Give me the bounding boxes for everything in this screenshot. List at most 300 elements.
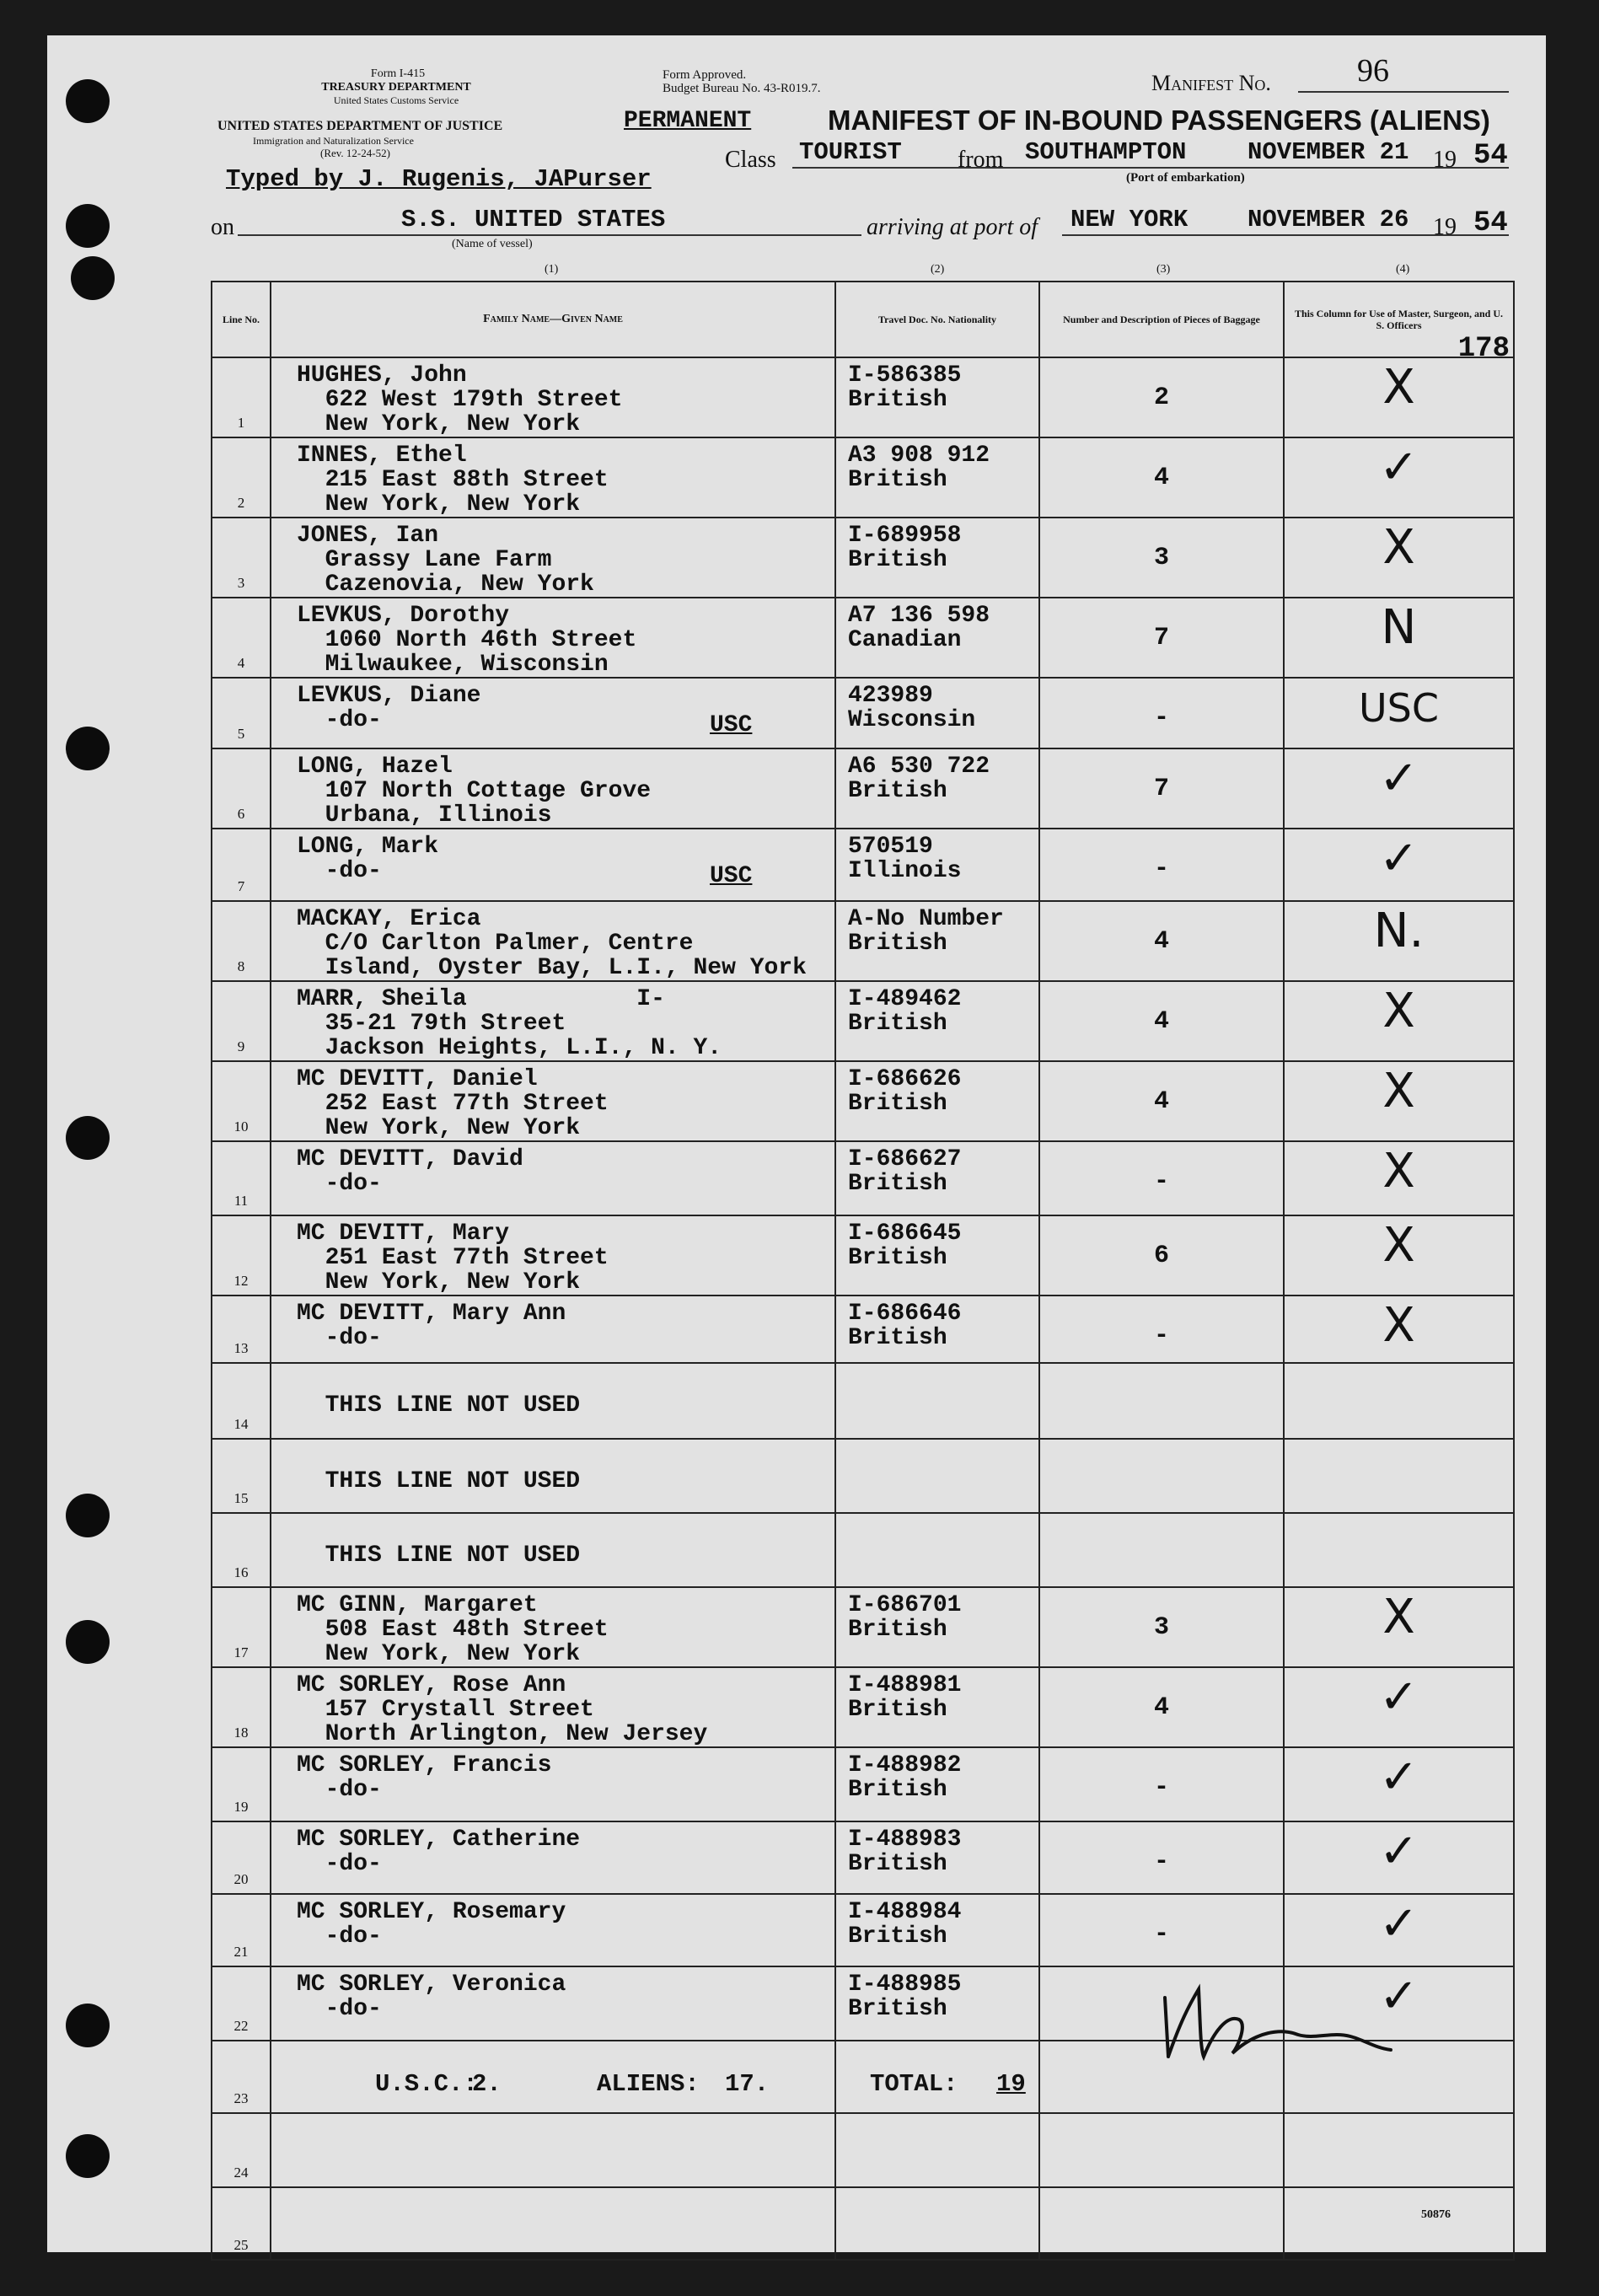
baggage-count: - xyxy=(1153,855,1169,883)
revision-date: (Rev. 12-24-52) xyxy=(320,147,390,159)
travel-doc-nationality: I-489462 British xyxy=(848,986,962,1037)
vessel-underline xyxy=(238,234,861,236)
line-number: 3 xyxy=(237,575,245,591)
name-address-cell xyxy=(271,2187,835,2260)
name-address-cell xyxy=(271,598,835,678)
officer-mark: X xyxy=(1382,984,1415,1038)
officer-mark-cell xyxy=(1284,901,1514,981)
table-row xyxy=(212,357,1514,437)
baggage-count: - xyxy=(1153,1773,1169,1802)
baggage-count: 3 xyxy=(1153,1613,1169,1642)
travel-doc-nationality: I-488984 British xyxy=(848,1899,962,1950)
travel-doc-cell xyxy=(835,518,1039,598)
punch-hole xyxy=(66,2134,110,2178)
officer-mark-cell xyxy=(1284,2113,1514,2187)
arrival-year: 54 xyxy=(1473,207,1508,239)
name-address-cell xyxy=(271,1215,835,1296)
baggage-cell xyxy=(1039,1747,1284,1821)
travel-doc-cell xyxy=(835,1363,1039,1439)
line-number: 17 xyxy=(233,1644,249,1660)
line-number: 20 xyxy=(233,1871,249,1887)
name-address-cell xyxy=(271,2113,835,2187)
passenger-name-address: THIS LINE NOT USED xyxy=(325,1392,581,1419)
line-number-cell xyxy=(212,981,271,1061)
travel-doc-nationality: A3 908 912 British xyxy=(848,443,990,493)
officer-mark: ✓ xyxy=(1379,831,1419,886)
line-number-cell xyxy=(212,1966,271,2041)
name-address-cell xyxy=(271,829,835,901)
baggage-count: 4 xyxy=(1153,1087,1169,1116)
travel-doc-cell xyxy=(835,1821,1039,1894)
table-row xyxy=(212,748,1514,829)
baggage-count: - xyxy=(1153,1322,1169,1350)
name-address-cell xyxy=(271,678,835,748)
departure-year: 54 xyxy=(1473,140,1508,172)
line-number-cell xyxy=(212,2187,271,2260)
name-address-cell xyxy=(271,981,835,1061)
officer-mark: X xyxy=(1382,360,1415,415)
line-number: 9 xyxy=(237,1038,245,1054)
table-row xyxy=(212,1747,1514,1821)
travel-doc-nationality xyxy=(836,2041,1038,2047)
travel-doc-cell xyxy=(835,1667,1039,1747)
officer-mark: ✓ xyxy=(1379,440,1419,495)
table-header-row xyxy=(212,282,1514,357)
embarkation-port: SOUTHAMPTON xyxy=(1025,138,1187,166)
travel-doc-cell xyxy=(835,1215,1039,1296)
travel-doc-cell xyxy=(835,1587,1039,1667)
line-number: 22 xyxy=(233,2018,249,2034)
line-number-cell xyxy=(212,678,271,748)
baggage-cell xyxy=(1039,1141,1284,1215)
table-row xyxy=(212,1513,1514,1587)
line-number-cell xyxy=(212,1587,271,1667)
passenger-name-address: MC SORLEY, Rosemary -do- xyxy=(297,1899,566,1950)
passenger-name-address: INNES, Ethel 215 East 88th Street New York, New York xyxy=(297,443,609,518)
officers-label: This Column for Use of Master, Surgeon, and U. S. Officers xyxy=(1294,308,1504,331)
punch-hole xyxy=(71,256,115,300)
table-row xyxy=(212,981,1514,1061)
travel-doc-cell xyxy=(835,748,1039,829)
baggage-count: 7 xyxy=(1153,775,1169,803)
usc-marker: USC xyxy=(710,712,753,738)
travel-doc-nationality: A7 136 598 Canadian xyxy=(848,603,990,653)
year-prefix-2: 19 xyxy=(1433,214,1457,240)
name-address-cell xyxy=(271,1966,835,2041)
baggage-count: 3 xyxy=(1153,544,1169,572)
from-label: from xyxy=(958,147,1004,173)
travel-doc-cell xyxy=(835,2187,1039,2260)
travel-doc-cell xyxy=(835,829,1039,901)
col-num-1: (1) xyxy=(545,263,559,276)
name-address-cell xyxy=(271,518,835,598)
passenger-name-address: LEVKUS, Diane -do- xyxy=(297,683,481,733)
vessel-name: S.S. UNITED STATES xyxy=(401,206,666,233)
baggage-cell xyxy=(1039,437,1284,518)
baggage-count: 4 xyxy=(1153,1693,1169,1722)
treasury-dept: TREASURY DEPARTMENT xyxy=(321,81,471,94)
table-row xyxy=(212,437,1514,518)
passenger-table xyxy=(211,281,1515,2261)
manifest-number: 96 xyxy=(1357,53,1389,89)
officer-mark-cell xyxy=(1284,1141,1514,1215)
line-number: 12 xyxy=(233,1273,249,1289)
class-value: TOURIST xyxy=(799,138,902,166)
travel-doc-cell xyxy=(835,598,1039,678)
travel-doc-nationality: I-686645 British xyxy=(848,1220,962,1271)
line-number-cell xyxy=(212,1296,271,1363)
baggage-cell xyxy=(1039,981,1284,1061)
class-underline xyxy=(792,167,1509,169)
officer-mark-cell xyxy=(1284,1215,1514,1296)
line-number-cell xyxy=(212,1215,271,1296)
baggage-count: 7 xyxy=(1153,624,1169,652)
travel-doc-nationality: I-488982 British xyxy=(848,1752,962,1803)
passenger-name-address: MARR, Sheila I- 35-21 79th Street Jackson Heights, L.I., N. Y. xyxy=(297,986,722,1061)
grand-total-value: 19 xyxy=(996,2070,1026,2098)
name-address-cell xyxy=(271,437,835,518)
name-address-cell xyxy=(271,901,835,981)
travel-doc-cell xyxy=(835,2113,1039,2187)
line-number-cell xyxy=(212,357,271,437)
travel-doc-cell xyxy=(835,1513,1039,1587)
punch-hole xyxy=(66,2004,110,2047)
table-row xyxy=(212,2113,1514,2187)
table-row xyxy=(212,1296,1514,1363)
baggage-cell xyxy=(1039,901,1284,981)
baggage-cell xyxy=(1039,1667,1284,1747)
officer-mark-cell xyxy=(1284,1439,1514,1513)
name-address-cell xyxy=(271,1747,835,1821)
travel-doc-nationality: I-686627 British xyxy=(848,1146,962,1197)
name-address-cell xyxy=(271,1821,835,1894)
passenger-name-address: MACKAY, Erica C/O Carlton Palmer, Centre Island, Oyster Bay, L.I., New York xyxy=(297,906,807,981)
baggage-cell xyxy=(1039,1587,1284,1667)
travel-doc-cell xyxy=(835,981,1039,1061)
officer-mark-cell xyxy=(1284,518,1514,598)
footer-code: 50876 xyxy=(1421,2208,1451,2221)
punch-hole xyxy=(66,79,110,123)
line-number-cell xyxy=(212,1821,271,1894)
name-address-cell xyxy=(271,1439,835,1513)
officer-mark-cell xyxy=(1284,1296,1514,1363)
punch-hole xyxy=(66,727,110,770)
line-number: 1 xyxy=(237,415,245,431)
passenger-name-address: LONG, Mark -do- xyxy=(297,834,439,884)
punch-hole xyxy=(66,204,110,248)
travel-doc-nationality: I-686626 British xyxy=(848,1066,962,1117)
col-header-officers xyxy=(1284,282,1514,365)
baggage-cell xyxy=(1039,357,1284,437)
travel-doc-nationality xyxy=(836,1440,1038,1445)
line-number-cell xyxy=(212,1894,271,1966)
baggage-cell xyxy=(1039,748,1284,829)
travel-doc-cell xyxy=(835,357,1039,437)
baggage-cell xyxy=(1039,2187,1284,2260)
officer-mark-cell xyxy=(1284,2187,1514,2260)
table-row xyxy=(212,678,1514,748)
line-number-cell xyxy=(212,1363,271,1439)
table-row xyxy=(212,598,1514,678)
travel-doc-nationality: I-586385 British xyxy=(848,362,962,413)
baggage-count: - xyxy=(1153,1920,1169,1949)
officer-mark-cell xyxy=(1284,1363,1514,1439)
baggage-count: - xyxy=(1153,1848,1169,1876)
line-number-cell xyxy=(212,1667,271,1747)
officer-mark: X xyxy=(1382,1064,1415,1118)
permanent-label: PERMANENT xyxy=(624,108,752,134)
officer-mark-cell xyxy=(1284,598,1514,678)
baggage-cell xyxy=(1039,1061,1284,1141)
passenger-name-address: MC SORLEY, Veronica -do- xyxy=(297,1971,566,2022)
officer-mark: X xyxy=(1382,1144,1415,1199)
line-number: 13 xyxy=(233,1340,249,1356)
line-number-cell xyxy=(212,437,271,518)
officer-mark: USC xyxy=(1359,685,1439,731)
line-number: 7 xyxy=(237,878,245,894)
passenger-name-address: MC DEVITT, Daniel 252 East 77th Street New York, New York xyxy=(297,1066,609,1141)
officer-mark-cell xyxy=(1284,748,1514,829)
baggage-count: - xyxy=(1153,704,1169,732)
line-number-cell xyxy=(212,748,271,829)
table-row xyxy=(212,1821,1514,1894)
usc-marker: USC xyxy=(710,863,753,889)
line-number: 11 xyxy=(233,1193,249,1209)
officer-mark-cell xyxy=(1284,981,1514,1061)
passenger-name-address: THIS LINE NOT USED xyxy=(325,1542,581,1569)
baggage-count: - xyxy=(1153,1167,1169,1196)
travel-doc-cell xyxy=(835,678,1039,748)
vessel-note: (Name of vessel) xyxy=(452,238,533,250)
passenger-name-address xyxy=(271,2114,834,2119)
line-number: 25 xyxy=(233,2237,249,2253)
table-row xyxy=(212,901,1514,981)
officer-mark-cell xyxy=(1284,1821,1514,1894)
baggage-count: 6 xyxy=(1153,1242,1169,1270)
col-header-doc: Travel Doc. No. Nationality xyxy=(835,282,1039,357)
baggage-count: 2 xyxy=(1153,384,1169,412)
passenger-name-address: LEVKUS, Dorothy 1060 North 46th Street Milwaukee, Wisconsin xyxy=(297,603,637,678)
officer-mark-cell xyxy=(1284,1587,1514,1667)
travel-doc-nationality: I-689958 British xyxy=(848,523,962,573)
line-number: 10 xyxy=(233,1118,249,1135)
officer-mark-cell xyxy=(1284,1061,1514,1141)
travel-doc-nationality: I-686646 British xyxy=(848,1301,962,1351)
baggage-cell xyxy=(1039,1439,1284,1513)
travel-doc-nationality xyxy=(836,2114,1038,2119)
line-number: 18 xyxy=(233,1725,249,1741)
officer-mark: ✓ xyxy=(1379,1824,1419,1879)
officer-mark: ✓ xyxy=(1379,1750,1419,1805)
line-number-cell xyxy=(212,829,271,901)
officer-mark: X xyxy=(1382,1590,1415,1644)
line-number-cell xyxy=(212,598,271,678)
table-row xyxy=(212,1894,1514,1966)
table-row xyxy=(212,1215,1514,1296)
passenger-name-address: MC GINN, Margaret 508 East 48th Street New York, New York xyxy=(297,1592,609,1667)
aliens-total-label: ALIENS: xyxy=(597,2070,700,2098)
travel-doc-nationality: I-488981 British xyxy=(848,1672,962,1723)
baggage-count xyxy=(1040,1440,1283,1465)
passenger-name-address xyxy=(271,2041,834,2047)
manifest-label: Manifest No. xyxy=(1151,71,1271,95)
baggage-count: 4 xyxy=(1153,464,1169,492)
line-number-cell xyxy=(212,901,271,981)
travel-doc-nationality: I-686701 British xyxy=(848,1592,962,1643)
officer-mark: ✓ xyxy=(1379,1969,1419,2024)
line-number: 8 xyxy=(237,958,245,974)
travel-doc-cell xyxy=(835,1061,1039,1141)
class-label: Class xyxy=(725,147,776,173)
travel-doc-cell xyxy=(835,1296,1039,1363)
officer-signature xyxy=(1155,1972,1408,2073)
line-number: 5 xyxy=(237,726,245,742)
usc-total-label: U.S.C.: xyxy=(375,2070,478,2098)
col-header-name: Family Name—Given Name xyxy=(271,282,835,357)
passenger-name-address: MC SORLEY, Catherine -do- xyxy=(297,1827,581,1877)
officer-mark-cell xyxy=(1284,678,1514,748)
passenger-name-address: LONG, Hazel 107 North Cottage Grove Urbana, Illinois xyxy=(297,754,652,829)
baggage-count xyxy=(1040,1514,1283,1539)
customs-service: United States Customs Service xyxy=(333,94,459,106)
passenger-name-address: MC SORLEY, Rose Ann 157 Crystall Street North Arlington, New Jersey xyxy=(297,1672,708,1747)
line-number-cell xyxy=(212,2113,271,2187)
baggage-count: 4 xyxy=(1153,927,1169,956)
col-num-2: (2) xyxy=(931,263,945,276)
officer-mark-cell xyxy=(1284,437,1514,518)
line-number: 16 xyxy=(233,1564,249,1580)
table-row xyxy=(212,1363,1514,1439)
officer-mark-cell xyxy=(1284,1667,1514,1747)
punch-hole xyxy=(66,1116,110,1160)
budget-bureau: Budget Bureau No. 43-R019.7. xyxy=(663,82,821,95)
line-number: 2 xyxy=(237,495,245,511)
punch-hole xyxy=(66,1494,110,1537)
line-number-cell xyxy=(212,1747,271,1821)
on-label: on xyxy=(211,214,234,240)
line-number-cell xyxy=(212,1513,271,1587)
col-num-3: (3) xyxy=(1156,263,1171,276)
baggage-cell xyxy=(1039,1363,1284,1439)
line-number: 4 xyxy=(237,655,245,671)
form-approved: Form Approved. xyxy=(663,68,747,82)
baggage-cell xyxy=(1039,678,1284,748)
table-row xyxy=(212,829,1514,901)
officer-mark: ✓ xyxy=(1379,1670,1419,1725)
line-number: 23 xyxy=(233,2090,249,2106)
officer-mark-cell xyxy=(1284,1513,1514,1587)
aliens-total-value: 17. xyxy=(725,2070,770,2098)
line-number-cell xyxy=(212,2041,271,2113)
baggage-cell xyxy=(1039,1513,1284,1587)
officer-mark-cell xyxy=(1284,1747,1514,1821)
travel-doc-cell xyxy=(835,1747,1039,1821)
passenger-name-address: HUGHES, John 622 West 179th Street New York, New York xyxy=(297,362,623,437)
officer-mark: X xyxy=(1382,1298,1415,1353)
col-header-baggage: Number and Description of Pieces of Baggage xyxy=(1039,282,1284,357)
name-address-cell xyxy=(271,1513,835,1587)
baggage-count xyxy=(1040,1364,1283,1389)
passenger-name-address: MC DEVITT, David -do- xyxy=(297,1146,523,1197)
travel-doc-cell xyxy=(835,437,1039,518)
baggage-count: 4 xyxy=(1153,1007,1169,1036)
line-number-cell xyxy=(212,1061,271,1141)
ins-service: Immigration and Naturalization Service xyxy=(253,135,414,147)
port-note: (Port of embarkation) xyxy=(1126,171,1245,185)
col-header-line: Line No. xyxy=(212,282,271,357)
travel-doc-nationality: A-No Number British xyxy=(848,906,1004,957)
passenger-name-address xyxy=(271,2188,834,2193)
officer-mark-cell xyxy=(1284,357,1514,437)
officer-mark: X xyxy=(1382,520,1415,575)
line-number-cell xyxy=(212,518,271,598)
arrival-port: NEW YORK xyxy=(1070,206,1189,233)
table-row xyxy=(212,1141,1514,1215)
punch-hole xyxy=(66,1620,110,1664)
name-address-cell xyxy=(271,1667,835,1747)
travel-doc-cell xyxy=(835,901,1039,981)
travel-doc-cell xyxy=(835,1894,1039,1966)
line-number-cell xyxy=(212,1141,271,1215)
arrival-date: NOVEMBER 26 xyxy=(1248,206,1409,233)
passenger-name-address: MC DEVITT, Mary Ann -do- xyxy=(297,1301,566,1351)
travel-doc-nationality xyxy=(836,1364,1038,1369)
line-number: 6 xyxy=(237,806,245,822)
travel-doc-nationality: A6 530 722 British xyxy=(848,754,990,804)
officer-mark: N. xyxy=(1373,904,1425,958)
travel-doc-nationality: I-488983 British xyxy=(848,1827,962,1877)
passenger-name-address: MC SORLEY, Francis -do- xyxy=(297,1752,552,1803)
form-number: Form I-415 xyxy=(370,67,426,80)
officer-mark: N xyxy=(1381,600,1417,655)
departure-date: NOVEMBER 21 xyxy=(1248,138,1409,166)
passenger-name-address: MC DEVITT, Mary 251 East 77th Street New York, New York xyxy=(297,1220,609,1296)
name-address-cell xyxy=(271,1141,835,1215)
passenger-name-address: JONES, Ian Grassy Lane Farm Cazenovia, New York xyxy=(297,523,594,598)
usc-total-value: 2. xyxy=(472,2070,502,2098)
arrival-underline xyxy=(1062,234,1509,236)
name-address-cell xyxy=(271,1894,835,1966)
name-address-cell xyxy=(271,1587,835,1667)
name-address-cell xyxy=(271,357,835,437)
line-number-cell xyxy=(212,1439,271,1513)
name-address-cell xyxy=(271,1296,835,1363)
travel-doc-nationality: I-488985 British xyxy=(848,1971,962,2022)
col-num-4: (4) xyxy=(1396,263,1410,276)
travel-doc-cell xyxy=(835,1966,1039,2041)
travel-doc-cell xyxy=(835,1141,1039,1215)
travel-doc-nationality xyxy=(836,2188,1038,2193)
justice-dept: UNITED STATES DEPARTMENT OF JUSTICE xyxy=(217,119,503,133)
line-number: 15 xyxy=(233,1490,249,1506)
baggage-cell xyxy=(1039,598,1284,678)
typed-by: Typed by J. Rugenis, JAPurser xyxy=(226,165,652,193)
table-row xyxy=(212,1439,1514,1513)
table-row xyxy=(212,1587,1514,1667)
baggage-cell xyxy=(1039,1296,1284,1363)
baggage-cell xyxy=(1039,829,1284,901)
line-number: 19 xyxy=(233,1799,249,1815)
name-address-cell xyxy=(271,1061,835,1141)
grand-total-label: TOTAL: xyxy=(870,2070,958,2098)
officer-mark-cell xyxy=(1284,1894,1514,1966)
travel-doc-nationality xyxy=(836,1514,1038,1519)
baggage-cell xyxy=(1039,1215,1284,1296)
officer-mark: X xyxy=(1382,1218,1415,1273)
line-number: 14 xyxy=(233,1416,249,1432)
arriving-label: arriving at port of xyxy=(867,214,1038,240)
officer-mark-cell xyxy=(1284,829,1514,901)
